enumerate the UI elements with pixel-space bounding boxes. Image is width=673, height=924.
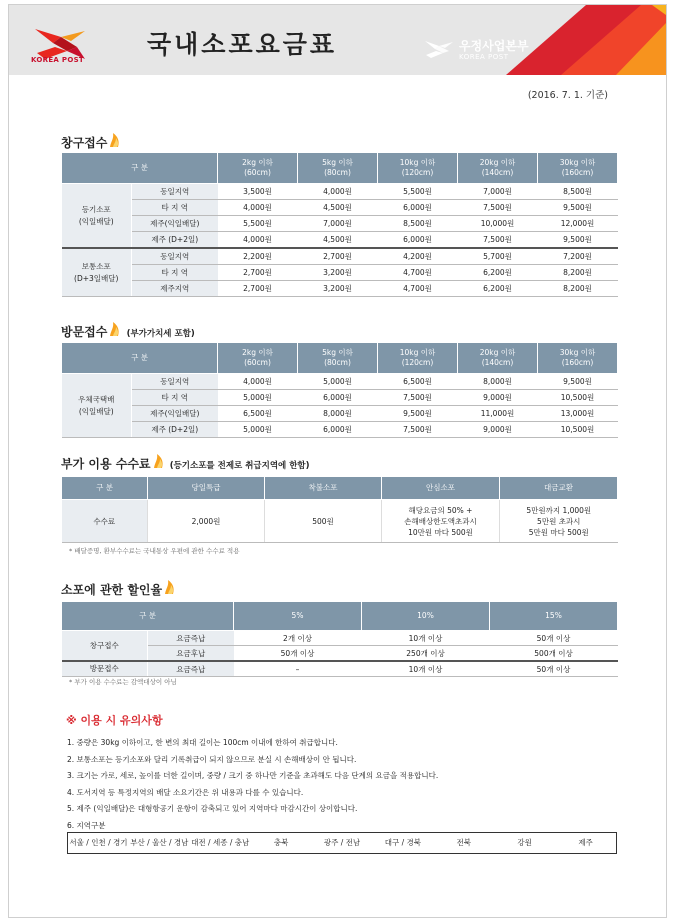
- row-label: 제주지역: [132, 281, 218, 297]
- rate-cell: 4,700원: [378, 281, 458, 297]
- header-cell: 당일특급: [148, 477, 265, 500]
- rate-cell: 7,500원: [378, 422, 458, 438]
- rate-cell: 9,000원: [458, 422, 538, 438]
- rate-cell: 8,000원: [458, 374, 538, 390]
- rate-cell: 9,500원: [378, 406, 458, 422]
- region-item: 충북: [273, 838, 289, 847]
- rate-cell: 10개 이상: [362, 661, 490, 677]
- region-list: [67, 832, 617, 854]
- rate-cell: 8,500원: [538, 184, 618, 200]
- caution-item: 3. 크기는 가로, 세로, 높이를 더한 길이며, 중량 / 크기 중 하나만 기준을 초과해도 다음 단계의 요금을 적용합니다.: [67, 771, 439, 780]
- fee-cell: 5만원까지 1,000원 5만원 초과시 5만원 마다 500원: [500, 500, 618, 543]
- row-label: 타 지 역: [132, 390, 218, 406]
- rate-cell: 7,200원: [538, 248, 618, 265]
- rate-cell: 5,500원: [218, 216, 298, 232]
- rate-cell: 7,500원: [458, 232, 538, 249]
- rate-cell: 9,500원: [538, 232, 618, 249]
- table-row: [62, 374, 618, 390]
- visit-rate-table: [61, 342, 618, 438]
- rate-cell: 2,700원: [298, 248, 378, 265]
- discount-table: [61, 601, 618, 677]
- rate-cell: 4,500원: [298, 232, 378, 249]
- row-label: 동일지역: [132, 374, 218, 390]
- counter-rate-table: [61, 152, 618, 297]
- rate-cell: 500개 이상: [490, 646, 618, 662]
- table-row: [62, 422, 618, 438]
- header-cell: 2kg 이하 (60cm): [218, 343, 298, 374]
- visit-subtitle: (부가가치세 포함): [126, 329, 195, 339]
- header-cell: 10kg 이하 (120cm): [378, 153, 458, 184]
- table-row: [62, 661, 618, 677]
- header-cell: 5kg 이하 (80cm): [298, 343, 378, 374]
- rate-cell: 7,500원: [378, 390, 458, 406]
- rate-cell: 5,000원: [218, 422, 298, 438]
- fees-table: [61, 476, 618, 543]
- region-item: 대전 / 세종 / 충남: [191, 838, 250, 847]
- rate-cell: 6,000원: [298, 390, 378, 406]
- rate-cell: 9,500원: [538, 374, 618, 390]
- table-header-row: [62, 477, 618, 500]
- rate-cell: 3,500원: [218, 184, 298, 200]
- table-header-row: [62, 153, 618, 184]
- row-label: 제주(익일배달): [132, 406, 218, 422]
- logo-text: KOREA POST: [31, 56, 84, 64]
- rate-cell: 5,500원: [378, 184, 458, 200]
- header-cell: 20kg 이하 (140cm): [458, 153, 538, 184]
- visit-title-text: 방문접수: [61, 325, 108, 339]
- fee-cell: 500원: [265, 500, 382, 543]
- caution-list: [67, 735, 438, 834]
- rate-cell: 7,000원: [458, 184, 538, 200]
- rate-cell: –: [234, 661, 362, 677]
- header-cell-category: 구 분: [62, 153, 218, 184]
- rate-cell: 5,000원: [218, 390, 298, 406]
- rate-cell: 6,500원: [218, 406, 298, 422]
- table-header-row: [62, 602, 618, 631]
- fee-cell: 해당요금의 50% + 손해배상한도액초과시 10만원 마다 500원: [382, 500, 500, 543]
- table-row: [62, 216, 618, 232]
- caution-item: 4. 도서지역 등 특정지역의 배달 소요기간은 위 내용과 다를 수 있습니다.: [67, 787, 304, 797]
- rate-cell: 4,000원: [298, 184, 378, 200]
- fees-subtitle: (등기소포를 전제로 취급지역에 한함): [169, 461, 310, 471]
- region-item: 강원: [517, 838, 532, 847]
- rate-cell: 8,500원: [378, 216, 458, 232]
- caution-item: 5. 제주 (익일배달)은 대형항공기 운항이 감축되고 있어 지역마다 마감시간이 상이합니다.: [67, 804, 358, 813]
- flame-icon: [108, 320, 122, 338]
- region-item: 부산 / 울산 / 경남: [130, 838, 189, 847]
- header-cell: 5%: [234, 602, 362, 631]
- row-label: 요금후납: [148, 646, 234, 662]
- caution-title: ※ 이용 시 유의사항: [66, 714, 163, 727]
- fees-title-text: 부가 이용 수수료: [61, 457, 151, 471]
- row-label: 타 지 역: [132, 200, 218, 216]
- table-row: [62, 406, 618, 422]
- table-row: [62, 390, 618, 406]
- table-header-row: [62, 343, 618, 374]
- rate-cell: 2,700원: [218, 265, 298, 281]
- discount-note: * 부가 이용 수수료는 감액대상이 아님: [69, 678, 177, 686]
- row-label: 동일지역: [132, 248, 218, 265]
- caution-item: 2. 보통소포는 등기소포와 달리 기록취급이 되지 않으므로 분실 시 손해배상이 안 됩니다.: [67, 754, 357, 764]
- header-cell-category: 구 분: [62, 602, 234, 631]
- header-cell: 10%: [362, 602, 490, 631]
- rate-cell: 8,200원: [538, 265, 618, 281]
- org-logo-icon: [423, 39, 455, 63]
- rate-cell: 5,700원: [458, 248, 538, 265]
- table-row: [62, 500, 618, 543]
- header-cell: 5kg 이하 (80cm): [298, 153, 378, 184]
- rate-cell: 3,200원: [298, 281, 378, 297]
- table-row: [62, 631, 618, 646]
- rate-cell: 13,000원: [538, 406, 618, 422]
- group-label: 우체국택배 (익일배달): [62, 374, 132, 438]
- rate-sheet-page: [8, 4, 667, 918]
- rate-cell: 9,000원: [458, 390, 538, 406]
- row-label: 수수료: [62, 500, 148, 543]
- rate-cell: 6,200원: [458, 281, 538, 297]
- discount-title-text: 소포에 관한 할인율: [61, 583, 163, 597]
- page-title: 국내소포요금표: [147, 30, 338, 59]
- table-row: [62, 265, 618, 281]
- header-cell: 착불소포: [265, 477, 382, 500]
- header-cell-category: 구 분: [62, 343, 218, 374]
- rate-cell: 2개 이상: [234, 631, 362, 646]
- rate-cell: 2,700원: [218, 281, 298, 297]
- rate-cell: 250개 이상: [362, 646, 490, 662]
- group-label: 보통소포 (D+3일배달): [62, 248, 132, 297]
- group-label: 등기소포 (익일배달): [62, 184, 132, 249]
- region-item: 대구 / 경북: [384, 838, 422, 847]
- group-label: 방문접수: [62, 661, 148, 677]
- rate-cell: 4,700원: [378, 265, 458, 281]
- rate-cell: 10,500원: [538, 422, 618, 438]
- table-row: [62, 248, 618, 265]
- rate-cell: 4,000원: [218, 232, 298, 249]
- rate-cell: 6,000원: [298, 422, 378, 438]
- rate-cell: 6,000원: [378, 232, 458, 249]
- rate-cell: 50개 이상: [490, 661, 618, 677]
- row-label: 타 지 역: [132, 265, 218, 281]
- rate-cell: 10,000원: [458, 216, 538, 232]
- fee-cell: 2,000원: [148, 500, 265, 543]
- rate-cell: 50개 이상: [490, 631, 618, 646]
- table-row: [62, 184, 618, 200]
- rate-cell: 11,000원: [458, 406, 538, 422]
- header-cell: 2kg 이하 (60cm): [218, 153, 298, 184]
- table-row: [62, 200, 618, 216]
- counter-title-text: 창구접수: [61, 136, 108, 150]
- rate-cell: 7,000원: [298, 216, 378, 232]
- rate-cell: 4,000원: [218, 200, 298, 216]
- flame-icon: [152, 452, 166, 470]
- rate-cell: 6,500원: [378, 374, 458, 390]
- row-label: 제주 (D+2일): [132, 232, 218, 249]
- rate-cell: 3,200원: [298, 265, 378, 281]
- section-title-discount: [61, 578, 177, 598]
- row-label: 요금즉납: [148, 631, 234, 646]
- fees-note: * 배달증명, 환부수수료는 국내통상 우편에 관한 수수료 적용: [69, 547, 240, 555]
- section-title-counter: [61, 131, 122, 151]
- header-cell: 30kg 이하 (160cm): [538, 153, 618, 184]
- rate-cell: 8,200원: [538, 281, 618, 297]
- header-cell: 30kg 이하 (160cm): [538, 343, 618, 374]
- caution-item: 1. 중량은 30kg 이하이고, 한 변의 최대 길이는 100cm 이내에 한하여 취급합니다.: [67, 738, 338, 747]
- region-item: 서울 / 인천 / 경기: [69, 838, 128, 847]
- row-label: 요금즉납: [148, 661, 234, 677]
- table-row: [62, 281, 618, 297]
- region-item: 광주 / 전남: [323, 838, 361, 847]
- section-title-visit: [61, 320, 195, 340]
- rate-cell: 50개 이상: [234, 646, 362, 662]
- row-label: 동일지역: [132, 184, 218, 200]
- org-name: 우정사업본부: [459, 39, 529, 53]
- rate-cell: 4,500원: [298, 200, 378, 216]
- row-label: 제주 (D+2일): [132, 422, 218, 438]
- group-label: 창구접수: [62, 631, 148, 662]
- header-cell: 20kg 이하 (140cm): [458, 343, 538, 374]
- section-title-fees: [61, 452, 310, 472]
- header-cell: 안심소포: [382, 477, 500, 500]
- header-cell: 10kg 이하 (120cm): [378, 343, 458, 374]
- region-item: 제주: [578, 838, 593, 847]
- org-brand: [423, 37, 573, 67]
- rate-cell: 10개 이상: [362, 631, 490, 646]
- header-cell: 대금교환: [500, 477, 618, 500]
- rate-cell: 2,200원: [218, 248, 298, 265]
- rate-cell: 8,000원: [298, 406, 378, 422]
- caution-item: 6. 지역구분: [67, 820, 106, 830]
- rate-cell: 7,500원: [458, 200, 538, 216]
- rate-cell: 9,500원: [538, 200, 618, 216]
- rate-cell: 5,000원: [298, 374, 378, 390]
- rate-cell: 12,000원: [538, 216, 618, 232]
- effective-date: (2016. 7. 1. 기준): [527, 90, 608, 101]
- flame-icon: [108, 131, 122, 149]
- header-cell-category: 구 분: [62, 477, 148, 500]
- header-banner: [9, 5, 666, 75]
- rate-cell: 6,200원: [458, 265, 538, 281]
- rate-cell: 6,000원: [378, 200, 458, 216]
- table-row: [62, 232, 618, 249]
- flame-icon: [163, 578, 177, 596]
- rate-cell: 10,500원: [538, 390, 618, 406]
- rate-cell: 4,000원: [218, 374, 298, 390]
- region-item: 전북: [456, 838, 472, 847]
- header-cell: 15%: [490, 602, 618, 631]
- org-sub: KOREA POST: [459, 53, 509, 61]
- row-label: 제주(익일배달): [132, 216, 218, 232]
- rate-cell: 4,200원: [378, 248, 458, 265]
